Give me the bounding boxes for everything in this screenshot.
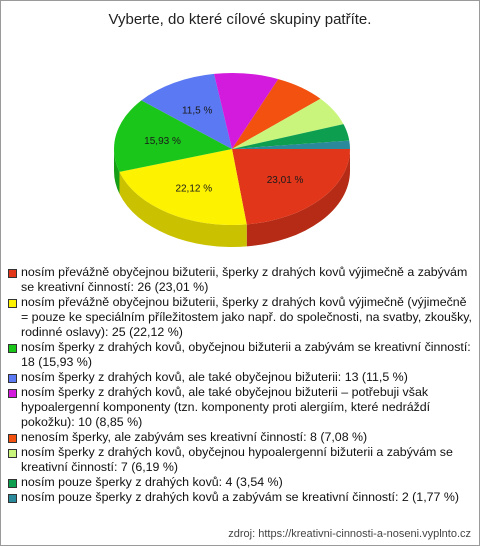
legend-item-9 [7, 490, 473, 505]
slice-label-2: 22,12 % [175, 183, 213, 195]
slice-label-3: 15,93 % [144, 136, 181, 148]
legend-label: nosím pouze šperky z drahých kovů a zabývám se kreativní činností: 2 (1,77 %) [21, 490, 460, 504]
pie-tops [114, 73, 350, 225]
slice-label-4: 11,5 % [181, 105, 213, 117]
pie-slice-1 [232, 149, 350, 224]
legend-item-4 [7, 370, 473, 385]
legend-label: nosím šperky z drahých kovů, obyčejnou hypoalergenní bižuterii a zabývám se kreativní činností: 7 (6,19 %) [21, 445, 453, 474]
source-note: zdroj: https://kreativni-cinnosti-a-noseni.vyplnto.cz [228, 528, 471, 540]
legend-label: nosím šperky z drahých kovů, obyčejnou bižuterii a zabývám se kreativní činností: 18 (15,93 %) [21, 340, 471, 369]
chart-legend [7, 265, 473, 505]
slice-label-1: 23,01 % [266, 175, 304, 187]
legend-item-1 [7, 265, 473, 295]
legend-label: nosím převážně obyčejnou bižuterii, šperky z drahých kovů výjimečně (výjimečně = pouze ke speciálním příležitostem jako např. do společnosti, na svatby, zkoušky, rodinné oslavy): 25 (22,12 %) [21, 295, 472, 339]
legend-item-2 [7, 295, 473, 340]
legend-label: nosím pouze šperky z drahých kovů: 4 (3,54 %) [21, 475, 283, 489]
legend-swatch [8, 494, 17, 503]
legend-item-6 [7, 430, 473, 445]
legend-swatch [8, 449, 17, 458]
legend-label: nosím převážně obyčejnou bižuterii, šperky z drahých kovů výjimečně a zabývám se kreativní činností: 26 (23,01 %) [21, 265, 468, 294]
legend-swatch [8, 299, 17, 308]
legend-label: nosím šperky z drahých kovů, ale také obyčejnou bižuterii – potřebuji však hypoalergenní komponenty (tzn. komponenty proti alergiím, které nedráždí pokožku): 10 (8,85 %) [21, 385, 431, 429]
legend-swatch [8, 479, 17, 488]
legend-item-5 [7, 385, 473, 430]
legend-item-3 [7, 340, 473, 370]
legend-swatch [8, 374, 17, 383]
legend-item-7 [7, 445, 473, 475]
legend-swatch [8, 269, 17, 278]
legend-label: nenosím šperky, ale zabývám ses kreativní činností: 8 (7,08 %) [21, 430, 368, 444]
legend-swatch [8, 344, 17, 353]
legend-swatch [8, 389, 17, 398]
legend-item-8 [7, 475, 473, 490]
chart-title: Vyberte, do které cílové skupiny patříte. [108, 11, 372, 28]
legend-swatch [8, 434, 17, 443]
pie-chart [1, 1, 479, 263]
legend-label: nosím šperky z drahých kovů, ale také obyčejnou bižuterii: 13 (11,5 %) [21, 370, 408, 384]
